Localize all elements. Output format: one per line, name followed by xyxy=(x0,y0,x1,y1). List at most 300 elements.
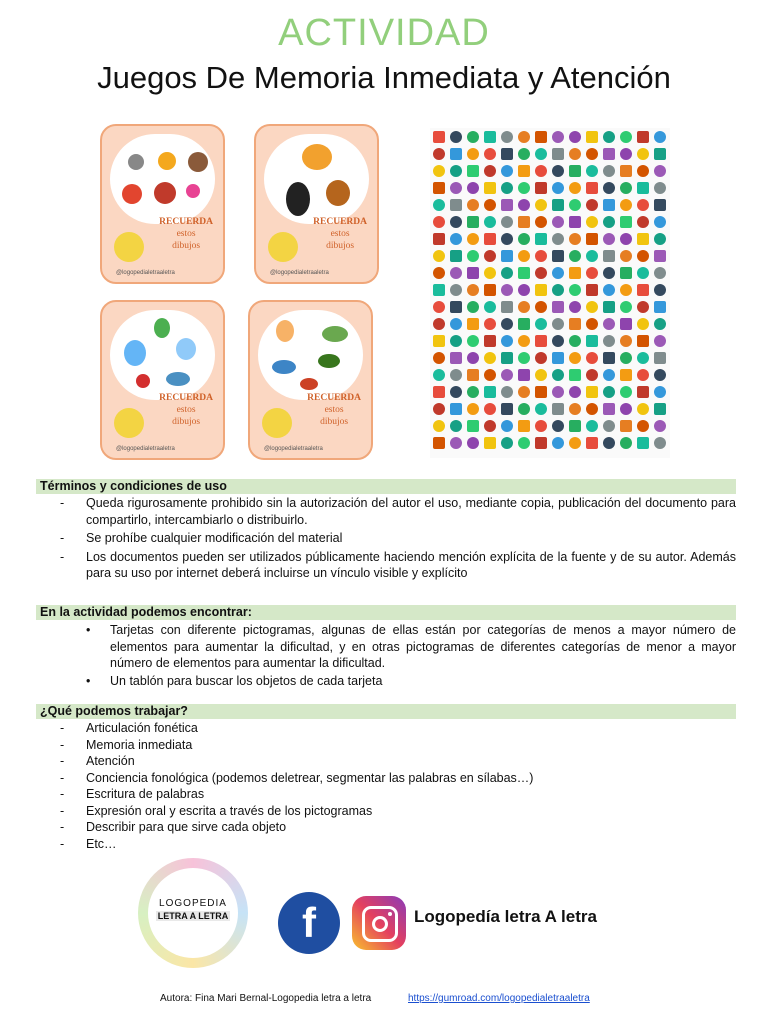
thought-cloud xyxy=(110,310,215,400)
pictogram-icon xyxy=(518,284,530,296)
pictogram-icon xyxy=(433,182,445,194)
pictogram-icon xyxy=(467,301,479,313)
pictogram-board-icons xyxy=(430,128,670,458)
pictogram-icon xyxy=(637,250,649,262)
pictogram-icon xyxy=(552,216,564,228)
pictogram-icon xyxy=(535,386,547,398)
pictogram-icon xyxy=(569,233,581,245)
pictogram-icon xyxy=(637,165,649,177)
pictogram-icon xyxy=(654,165,666,177)
pictogram-icon xyxy=(620,250,632,262)
pictogram-icon xyxy=(166,372,190,386)
pictogram-icon xyxy=(484,233,496,245)
pictogram-icon xyxy=(467,182,479,194)
pictogram-icon xyxy=(467,284,479,296)
pictogram-icon xyxy=(501,301,513,313)
pictogram-icon xyxy=(501,352,513,364)
memory-card xyxy=(254,124,379,284)
pictogram-icon xyxy=(433,131,445,143)
pictogram-icon xyxy=(552,233,564,245)
pictogram-icon xyxy=(484,335,496,347)
footer-author: Autora: Fina Mari Bernal-Logopedia letra a letra xyxy=(160,993,372,1004)
pictogram-icon xyxy=(450,318,462,330)
pictogram-icon xyxy=(654,335,666,347)
pictogram-icon xyxy=(467,233,479,245)
mascot-icon xyxy=(114,232,144,262)
pictogram-icon xyxy=(467,437,479,449)
pictogram-icon xyxy=(620,131,632,143)
pictogram-icon xyxy=(501,437,513,449)
pictogram-icon xyxy=(484,369,496,381)
pictogram-icon xyxy=(569,301,581,313)
pictogram-icon xyxy=(433,437,445,449)
pictogram-icon xyxy=(586,369,598,381)
pictogram-icon xyxy=(586,403,598,415)
pictogram-icon xyxy=(467,369,479,381)
list-item: - Expresión oral y escrita a través de los pictogramas xyxy=(60,803,373,818)
pictogram-icon xyxy=(603,352,615,364)
logo-badge xyxy=(148,868,238,958)
pictogram-icon xyxy=(654,267,666,279)
pictogram-icon xyxy=(484,318,496,330)
pictogram-icon xyxy=(637,182,649,194)
pictogram-icon xyxy=(535,352,547,364)
pictogram-icon xyxy=(128,154,144,170)
pictogram-icon xyxy=(552,369,564,381)
pictogram-icon xyxy=(450,437,462,449)
pictogram-icon xyxy=(467,131,479,143)
list-item: - Etc… xyxy=(60,836,117,851)
pictogram-icon xyxy=(569,199,581,211)
pictogram-icon xyxy=(484,352,496,364)
list-item: - Queda rigurosamente prohibido sin la autorización del autor el uso, mediante copia, publicación del documento para compartirlo, intercambiarlo o distribuirlo. xyxy=(60,496,736,527)
pictogram-icon xyxy=(450,233,462,245)
list-item: - Conciencia fonológica (podemos deletrear, segmentar las palabras en sílabas…) xyxy=(60,770,534,785)
pictogram-icon xyxy=(450,352,462,364)
pictogram-icon xyxy=(654,250,666,262)
pictogram-icon xyxy=(433,335,445,347)
truck-icon xyxy=(322,326,348,342)
pictogram-icon xyxy=(552,284,564,296)
pictogram-icon xyxy=(501,386,513,398)
instagram-frame xyxy=(362,906,398,942)
pictogram-icon xyxy=(467,335,479,347)
pictogram-icon xyxy=(552,199,564,211)
pictogram-icon xyxy=(603,233,615,245)
pictogram-icon xyxy=(501,131,513,143)
list-item: - Los documentos pueden ser utilizados públicamente haciendo mención explícita de la fuente y de su autor. Además para su uso por internet deberá incluirse un vínculo visible y explícito xyxy=(60,549,736,580)
pictogram-icon xyxy=(501,267,513,279)
activity-list xyxy=(36,622,736,689)
pictogram-icon xyxy=(450,386,462,398)
pictogram-icon xyxy=(552,437,564,449)
pictogram-icon xyxy=(586,318,598,330)
pictogram-icon xyxy=(484,165,496,177)
pictogram-icon xyxy=(637,335,649,347)
instagram-lens xyxy=(372,916,388,932)
pictogram-icon xyxy=(501,369,513,381)
pictogram-icon xyxy=(654,301,666,313)
boat-icon xyxy=(300,378,318,390)
card-handle: @logopedialetraaletra xyxy=(264,446,323,452)
pictogram-icon xyxy=(518,386,530,398)
pictogram-icon xyxy=(586,182,598,194)
pictogram-icon xyxy=(654,131,666,143)
memory-card xyxy=(100,124,225,284)
pictogram-icon xyxy=(433,267,445,279)
pictogram-icon xyxy=(620,182,632,194)
pictogram-icon xyxy=(535,131,547,143)
list-item: - Se prohíbe cualquier modificación del material xyxy=(60,531,343,545)
list-item: - Articulación fonética xyxy=(60,721,198,735)
pictogram-icon xyxy=(518,182,530,194)
pictogram-icon xyxy=(637,420,649,432)
pictogram-icon xyxy=(637,386,649,398)
pictogram-icon xyxy=(654,199,666,211)
pictogram-icon xyxy=(637,369,649,381)
pictogram-icon xyxy=(433,250,445,262)
card-caption: RECUERDA estos dibujos xyxy=(307,393,361,427)
pictogram-icon xyxy=(467,352,479,364)
pictogram-icon xyxy=(654,233,666,245)
pictogram-icon xyxy=(586,301,598,313)
pictogram-icon xyxy=(484,250,496,262)
pictogram-icon xyxy=(467,165,479,177)
pictogram-icon xyxy=(518,199,530,211)
pictogram-icon xyxy=(603,318,615,330)
pictogram-icon xyxy=(154,318,170,338)
footer xyxy=(160,993,590,1004)
pictogram-icon xyxy=(518,233,530,245)
pictogram-icon xyxy=(450,420,462,432)
pictogram-icon xyxy=(501,233,513,245)
list-item: - Describir para que sirve cada objeto xyxy=(60,820,287,834)
pictogram-icon xyxy=(518,352,530,364)
pictogram-icon xyxy=(450,148,462,160)
pictogram-icon xyxy=(569,216,581,228)
pictogram-icon xyxy=(620,284,632,296)
thought-cloud xyxy=(264,134,369,224)
pictogram-icon xyxy=(450,199,462,211)
logo-bottom-text: LETRA A LETRA xyxy=(157,911,229,921)
pictogram-icon xyxy=(552,386,564,398)
pictogram-icon xyxy=(467,420,479,432)
pictogram-icon xyxy=(552,131,564,143)
pictogram-icon xyxy=(535,318,547,330)
pictogram-icon xyxy=(569,420,581,432)
pictogram-icon xyxy=(518,437,530,449)
pictogram-icon xyxy=(501,250,513,262)
pictogram-icon xyxy=(535,420,547,432)
pictogram-icon xyxy=(484,267,496,279)
pictogram-icon xyxy=(501,335,513,347)
pictogram-icon xyxy=(637,267,649,279)
pictogram-icon xyxy=(552,250,564,262)
pictogram-icon xyxy=(620,301,632,313)
pictogram-icon xyxy=(603,199,615,211)
pictogram-icon xyxy=(654,386,666,398)
card-caption: RECUERDA estos dibujos xyxy=(159,217,213,251)
pictogram-icon xyxy=(535,437,547,449)
pictogram-icon xyxy=(586,352,598,364)
pictogram-icon xyxy=(501,318,513,330)
pictogram-icon xyxy=(433,148,445,160)
list-item: - Escritura de palabras xyxy=(60,787,205,801)
pictogram-icon xyxy=(569,403,581,415)
pictogram-icon xyxy=(603,420,615,432)
pictogram-icon xyxy=(535,284,547,296)
terms-heading: Términos y condiciones de uso xyxy=(36,479,736,494)
penguin-icon xyxy=(286,182,310,216)
pictogram-icon xyxy=(467,318,479,330)
pictogram-icon xyxy=(535,182,547,194)
pictogram-icon xyxy=(637,131,649,143)
pictogram-icon xyxy=(620,386,632,398)
pictogram-icon xyxy=(552,403,564,415)
pictogram-icon xyxy=(535,369,547,381)
pictogram-icon xyxy=(433,233,445,245)
pictogram-icon xyxy=(535,199,547,211)
memory-card xyxy=(248,300,373,460)
pictogram-icon xyxy=(569,182,581,194)
pictogram-icon xyxy=(620,318,632,330)
pictogram-icon xyxy=(654,352,666,364)
pictogram-icon xyxy=(433,318,445,330)
pictogram-icon xyxy=(620,403,632,415)
pictogram-icon xyxy=(552,318,564,330)
pictogram-icon xyxy=(158,152,176,170)
pictogram-icon xyxy=(603,216,615,228)
pictogram-icon xyxy=(467,250,479,262)
pictogram-icon xyxy=(501,420,513,432)
pictogram-icon xyxy=(620,437,632,449)
pictogram-icon xyxy=(467,148,479,160)
pictogram-icon xyxy=(484,284,496,296)
pictogram-icon xyxy=(518,335,530,347)
pictogram-icon xyxy=(501,403,513,415)
pictogram-icon xyxy=(637,233,649,245)
pictogram-icon xyxy=(501,165,513,177)
pictogram-icon xyxy=(586,420,598,432)
pictogram-icon xyxy=(188,152,208,172)
pictogram-icon xyxy=(535,335,547,347)
pictogram-icon xyxy=(637,301,649,313)
pictogram-icon xyxy=(450,216,462,228)
pictogram-icon xyxy=(484,182,496,194)
pictogram-icon xyxy=(450,301,462,313)
card-handle: @logopedialetraaletra xyxy=(270,270,329,276)
pictogram-icon xyxy=(552,165,564,177)
pictogram-icon xyxy=(535,233,547,245)
pictogram-icon xyxy=(620,165,632,177)
instagram-dot xyxy=(388,912,392,916)
card-handle: @logopedialetraaletra xyxy=(116,270,175,276)
pictogram-icon xyxy=(154,182,176,204)
pictogram-icon xyxy=(484,420,496,432)
pictogram-icon xyxy=(586,148,598,160)
pictogram-icon xyxy=(569,437,581,449)
memory-card xyxy=(100,300,225,460)
pictogram-icon xyxy=(569,148,581,160)
pictogram-icon xyxy=(569,369,581,381)
pictogram-icon xyxy=(552,335,564,347)
pictogram-icon xyxy=(136,374,150,388)
pictogram-icon xyxy=(620,216,632,228)
pictogram-icon xyxy=(433,403,445,415)
pictogram-icon xyxy=(450,165,462,177)
logo xyxy=(138,858,248,968)
pictogram-icon xyxy=(535,403,547,415)
pictogram-icon xyxy=(603,131,615,143)
pictogram-icon xyxy=(501,148,513,160)
work-list xyxy=(36,720,736,852)
card-handle: @logopedialetraaletra xyxy=(116,446,175,452)
pictogram-icon xyxy=(603,250,615,262)
pictogram-icon xyxy=(620,369,632,381)
pictogram-icon xyxy=(535,250,547,262)
pictogram-icon xyxy=(176,338,196,360)
lion-icon xyxy=(302,144,332,170)
brand-name: Logopedía letra A letra xyxy=(414,907,597,926)
pictogram-icon xyxy=(603,335,615,347)
pictogram-icon xyxy=(637,148,649,160)
pictogram-icon xyxy=(654,148,666,160)
facebook-icon[interactable]: f xyxy=(278,892,340,954)
pictogram-icon xyxy=(552,182,564,194)
pictogram-icon xyxy=(637,284,649,296)
pictogram-icon xyxy=(586,165,598,177)
search-board xyxy=(430,128,670,458)
pictogram-icon xyxy=(501,182,513,194)
pictogram-icon xyxy=(569,284,581,296)
card-caption: RECUERDA estos dibujos xyxy=(159,393,213,427)
pictogram-icon xyxy=(569,131,581,143)
balloon-icon xyxy=(276,320,294,342)
pictogram-icon xyxy=(450,182,462,194)
pictogram-icon xyxy=(569,386,581,398)
pictogram-icon xyxy=(603,369,615,381)
pictogram-icon xyxy=(450,267,462,279)
pictogram-icon xyxy=(603,182,615,194)
pictogram-icon xyxy=(552,420,564,432)
pictogram-icon xyxy=(654,369,666,381)
pictogram-icon xyxy=(586,250,598,262)
pictogram-icon xyxy=(603,165,615,177)
pictogram-icon xyxy=(569,335,581,347)
thought-cloud xyxy=(110,134,215,224)
pictogram-icon xyxy=(654,216,666,228)
pictogram-icon xyxy=(450,369,462,381)
pictogram-icon xyxy=(518,267,530,279)
pictogram-icon xyxy=(620,148,632,160)
pictogram-icon xyxy=(569,165,581,177)
pictogram-icon xyxy=(501,199,513,211)
mascot-icon xyxy=(114,408,144,438)
pictogram-icon xyxy=(450,131,462,143)
pictogram-icon xyxy=(637,199,649,211)
pictogram-icon xyxy=(467,386,479,398)
pictogram-icon xyxy=(535,165,547,177)
pictogram-icon xyxy=(586,233,598,245)
pictogram-icon xyxy=(654,284,666,296)
pictogram-icon xyxy=(637,352,649,364)
pictogram-icon xyxy=(467,216,479,228)
list-item: - Memoria inmediata xyxy=(60,737,193,752)
pictogram-icon xyxy=(467,267,479,279)
pictogram-icon xyxy=(654,403,666,415)
pictogram-icon xyxy=(586,284,598,296)
memory-cards xyxy=(100,124,380,464)
pictogram-icon xyxy=(654,318,666,330)
pictogram-icon xyxy=(535,267,547,279)
pictogram-icon xyxy=(467,403,479,415)
pictogram-icon xyxy=(518,318,530,330)
pictogram-icon xyxy=(518,369,530,381)
pictogram-icon xyxy=(433,165,445,177)
pictogram-icon xyxy=(603,403,615,415)
pictogram-icon xyxy=(124,340,146,366)
pictogram-icon xyxy=(484,301,496,313)
pictogram-icon xyxy=(654,437,666,449)
pictogram-icon xyxy=(586,131,598,143)
list-item: • Tarjetas con diferente pictogramas, algunas de ellas están por categorías de menos a mayor número de elementos para aumentar la dificultad, y en otras pictogramas de diferentes categorías de menor a mayor número de elementos para aumentar la dificultad. xyxy=(86,623,736,670)
pictogram-icon xyxy=(433,216,445,228)
pictogram-icon xyxy=(552,301,564,313)
instagram-icon[interactable] xyxy=(352,896,406,950)
pictogram-icon xyxy=(518,403,530,415)
pictogram-icon xyxy=(484,148,496,160)
pictogram-icon xyxy=(569,267,581,279)
pictogram-icon xyxy=(620,267,632,279)
list-item: - Atención xyxy=(60,754,135,768)
pictogram-icon xyxy=(603,148,615,160)
pictogram-icon xyxy=(586,335,598,347)
pictogram-icon xyxy=(433,369,445,381)
owl-icon xyxy=(326,180,350,206)
pictogram-icon xyxy=(603,301,615,313)
logo-top-text: LOGOPEDIA xyxy=(159,898,227,909)
pictogram-icon xyxy=(484,199,496,211)
pictogram-icon xyxy=(484,403,496,415)
pictogram-icon xyxy=(450,284,462,296)
pictogram-icon xyxy=(450,403,462,415)
pictogram-icon xyxy=(603,284,615,296)
pictogram-icon xyxy=(603,386,615,398)
pictogram-icon xyxy=(654,182,666,194)
pictogram-icon xyxy=(586,386,598,398)
pictogram-icon xyxy=(122,184,142,204)
pictogram-icon xyxy=(450,335,462,347)
pictogram-icon xyxy=(569,318,581,330)
pictogram-icon xyxy=(620,335,632,347)
pictogram-icon xyxy=(569,352,581,364)
pictogram-icon xyxy=(433,199,445,211)
pictogram-icon xyxy=(620,233,632,245)
pictogram-icon xyxy=(518,148,530,160)
footer-link[interactable]: https://gumroad.com/logopedialetraaletra xyxy=(408,993,590,1004)
pictogram-icon xyxy=(637,318,649,330)
pictogram-icon xyxy=(637,403,649,415)
skateboard-icon xyxy=(318,354,340,368)
activity-heading: En la actividad podemos encontrar: xyxy=(36,605,736,620)
pictogram-icon xyxy=(535,216,547,228)
pictogram-icon xyxy=(518,301,530,313)
pictogram-icon xyxy=(433,284,445,296)
pictogram-icon xyxy=(620,199,632,211)
mascot-icon xyxy=(262,408,292,438)
pictogram-icon xyxy=(484,437,496,449)
work-heading: ¿Qué podemos trabajar? xyxy=(36,704,736,719)
